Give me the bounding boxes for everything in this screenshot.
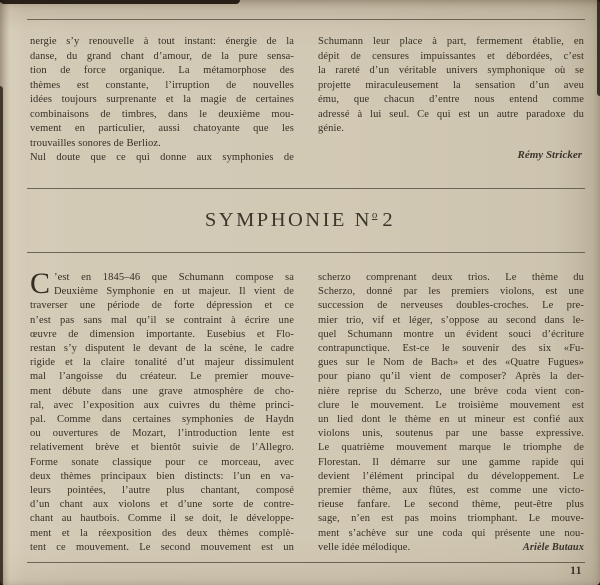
text-line: pour piano qu’il vient de composer? Après la der- [318,371,584,383]
text-line: ral, avec l’exposition aux cuivres du thème princi- [30,399,294,411]
title-rule-below [27,252,585,253]
text-line: dépit de censures impuissantes et débordées, c’est [318,50,584,62]
text-line: Scherzo, donné par les premiers violons, est une [318,286,584,298]
text-line: un lied dont le thème en ut mineur est confié aux [318,414,584,426]
author-signature-butaux: Arièle Butaux [522,541,584,553]
main-right-column [318,271,584,555]
text-line: chant au hautbois. Comme il se doit, le développe- [30,513,294,525]
text-line: relativement brève et bientôt suivie de l’Allegro. [30,442,294,454]
title-number: 2 [382,208,396,231]
text-line: trouvailles sonores de Berlioz. [30,137,161,149]
text-line: Nul doute que ce qui donne aux symphonies de [30,152,294,164]
text-line: deux thèmes principaux bien distincts: l’un en va- [30,470,294,482]
text-line: idées toujours surprenante et la magie de certaines [30,94,294,106]
text-line: restan s’y disputent le devant de la scène, le cadre [30,343,294,355]
author-signature-stricker: Rémy Stricker [517,149,582,161]
drop-cap: C [30,267,51,300]
text-line: n’est pas sans mal qu’il se contraint à écrire une [30,314,294,326]
text-line: ment débute dans une grave atmosphère de cho- [30,385,294,397]
text-line: tent ce mouvement. Le second mouvement est un [30,541,294,553]
text-line: tion de force organique. La métamorphose des [30,65,294,77]
text-line: Florestan. Il démarre sur une gamme rapide qui [318,456,584,468]
text-line: danse, du grand chant d’amour, de la pure sensa- [30,50,294,62]
text-line: premier thème, aux flûtes, est comme une victo- [318,485,584,497]
text-line: violons unis, soutenus par une basse expressive. [318,428,584,440]
text-line: vement en particulier, aussi chatoyante que les [30,123,294,135]
text-line: œuvre de dimension importante. Eusebius et Flo- [30,328,294,340]
text-line: Schumann leur place à part, fermement établie, en [318,36,584,47]
text-line: contrapunctique. Est-ce le souvenir des six «Fu- [318,343,584,355]
text-line: projette miraculeusement la sensation d’un aveu [318,79,584,91]
text-line: devient l’élément principal du développement. Le [318,470,584,482]
text-line: thèmes est constante, l’irruption de nouvelles [30,79,294,91]
text-line: Le quatrième mouvement marque le triomphe de [318,442,584,454]
text-line: Forme sonate classique pour ce morceau, avec [30,456,294,468]
text-line: gues sur le Nom de Bach» et des «Quatre Fugues» [318,357,584,369]
text-line: scherzo comprenant deux trios. Le thème du [318,272,584,283]
text-line: clure le mouvement. Le troisième mouvement est [318,399,584,411]
text-line: sage, n’en est pas moins triomphant. Le mouve- [318,513,584,525]
text-line: leurs pointées, l’autre plus chantant, composé [30,485,294,497]
text-line: nergie s’y renouvelle à tout instant: énergie de la [30,36,294,47]
title-text: SYMPHONIE N [204,208,372,231]
page-number: 11 [570,565,582,577]
main-left-lines [30,267,294,555]
text-line: traverser une période de forte dépression et ce [30,300,294,312]
text-line: ment s’achève sur une coda qui présente une nou- [318,527,584,539]
bottom-rule [27,562,585,563]
text-line: combinaisons de timbres, dans le deuxième mou- [30,108,294,120]
top-right-column [318,35,584,137]
top-left-column [30,35,294,166]
main-last-line [318,541,584,555]
photo-dark-edge-left [0,86,3,585]
text-line: quel Schumann montre un évident souci d’écriture [318,328,584,340]
last-line-text: velle idée mélodique. [318,541,411,553]
text-line: rigide et la claire tonalité d’ut majeur dissimulent [30,357,294,369]
text-line: la rareté d’un véritable univers symphonique où se [318,65,584,77]
text-line: succession de nerveuses doubles-croches. Le pre- [318,300,584,312]
text-line: ou ouvertures de Mozart, l’introduction lente est [30,428,294,440]
photo-dark-edge-top [0,0,240,4]
page-title [205,209,395,232]
text-line: mier trio, vif et léger, s’oppose au second dans le- [318,314,584,326]
text-line: mal l’angoisse du créateur. Le premier mouve- [30,371,294,383]
text-line: nière reprise du Scherzo, une brève coda vient con- [318,385,584,397]
main-right-lines [318,271,584,541]
text-line: Deuxième Symphonie en ut majeur. Il vient de [54,286,294,298]
title-ordinal: o [371,208,378,221]
text-line: pal. Comme dans certaines symphonies de Haydn [30,414,294,426]
top-rule [27,19,585,20]
text-line: adressé à lui seul. Ce qui est un autre paradoxe du [318,108,584,120]
text-line: rieuse fanfare. Le second thème, peut-être plus [318,499,584,511]
text-line: génie. [318,123,344,135]
main-left-column [30,267,294,555]
title-band [0,188,600,252]
text-line: ’est en 1845–46 que Schumann compose sa [54,272,294,283]
text-line: ment et la réexposition des deux thèmes complè- [30,527,294,539]
text-line: d’un chant aux violons et d’une sorte de contre- [30,499,294,511]
text-line: ému, que chacun d’entre nous entend comme [318,94,584,106]
